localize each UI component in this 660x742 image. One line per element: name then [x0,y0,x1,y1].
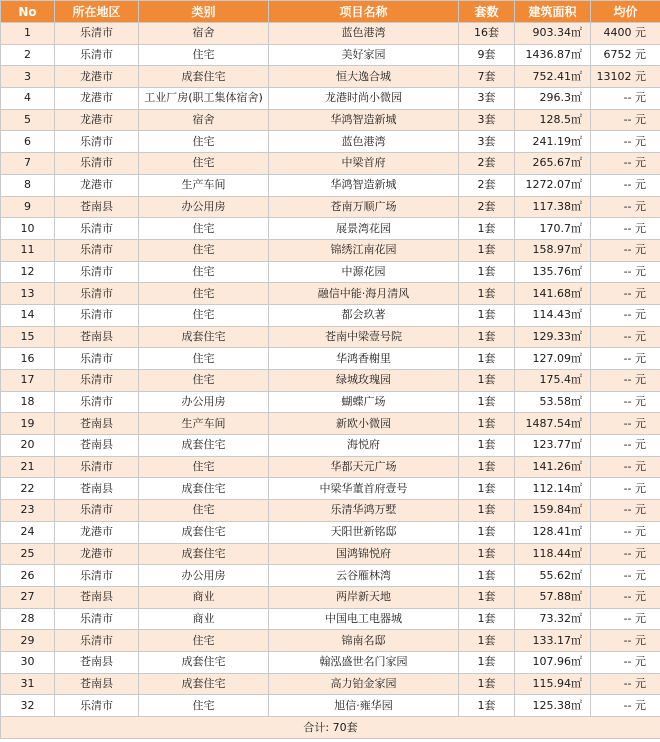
cell-project-name: 蓝色港湾 [269,131,459,153]
cell-units: 1套 [459,456,515,478]
cell-avg-price: 6752 元 [591,44,660,66]
cell-project-name: 苍南万顺广场 [269,196,459,218]
cell-avg-price: -- 元 [591,261,660,283]
cell-floor-area: 73.32㎡ [515,608,591,630]
cell-units: 1套 [459,370,515,392]
cell-project-name: 恒大逸合城 [269,66,459,88]
cell-category: 成套住宅 [139,651,269,673]
cell-category: 住宅 [139,630,269,652]
header-project-name: 项目名称 [269,1,459,23]
cell-units: 1套 [459,283,515,305]
cell-floor-area: 133.17㎡ [515,630,591,652]
cell-category: 宿舍 [139,109,269,131]
cell-floor-area: 57.88㎡ [515,586,591,608]
cell-avg-price: -- 元 [591,435,660,457]
cell-no: 27 [1,586,55,608]
cell-category: 住宅 [139,44,269,66]
cell-district: 乐清市 [55,23,139,45]
cell-project-name: 华都天元广场 [269,456,459,478]
cell-floor-area: 127.09㎡ [515,348,591,370]
cell-project-name: 绿城玫瑰园 [269,370,459,392]
cell-avg-price: -- 元 [591,543,660,565]
cell-floor-area: 158.97㎡ [515,239,591,261]
cell-units: 1套 [459,391,515,413]
cell-no: 3 [1,66,55,88]
cell-no: 7 [1,153,55,175]
cell-floor-area: 107.96㎡ [515,651,591,673]
cell-avg-price: -- 元 [591,326,660,348]
table-row [1,543,660,565]
table-row [1,413,660,435]
cell-no: 23 [1,500,55,522]
header-units: 套数 [459,1,515,23]
cell-category: 生产车间 [139,174,269,196]
cell-category: 成套住宅 [139,521,269,543]
cell-avg-price: -- 元 [591,413,660,435]
cell-district: 乐清市 [55,391,139,413]
cell-category: 成套住宅 [139,66,269,88]
cell-category: 住宅 [139,218,269,240]
cell-district: 龙港市 [55,521,139,543]
table-row [1,239,660,261]
table-row [1,391,660,413]
cell-floor-area: 55.62㎡ [515,565,591,587]
cell-floor-area: 117.38㎡ [515,196,591,218]
cell-units: 3套 [459,131,515,153]
cell-units: 1套 [459,261,515,283]
cell-project-name: 苍南中梁壹号院 [269,326,459,348]
cell-floor-area: 170.7㎡ [515,218,591,240]
cell-floor-area: 125.38㎡ [515,695,591,717]
cell-floor-area: 135.76㎡ [515,261,591,283]
cell-no: 32 [1,695,55,717]
cell-project-name: 美好家园 [269,44,459,66]
cell-category: 成套住宅 [139,326,269,348]
cell-no: 13 [1,283,55,305]
cell-no: 15 [1,326,55,348]
cell-district: 苍南县 [55,673,139,695]
table-footer-row [1,717,660,739]
table-row [1,348,660,370]
cell-project-name: 新欧小微园 [269,413,459,435]
table-header-row [1,1,660,23]
cell-avg-price: -- 元 [591,456,660,478]
cell-project-name: 国鸿锦悦府 [269,543,459,565]
cell-floor-area: 118.44㎡ [515,543,591,565]
cell-avg-price: -- 元 [591,348,660,370]
cell-project-name: 云谷雁林湾 [269,565,459,587]
cell-no: 8 [1,174,55,196]
total-units: 合计: 70套 [1,717,660,739]
cell-category: 住宅 [139,500,269,522]
cell-avg-price: -- 元 [591,478,660,500]
table-row [1,651,660,673]
table-row [1,218,660,240]
cell-district: 乐清市 [55,131,139,153]
cell-units: 1套 [459,630,515,652]
cell-category: 成套住宅 [139,673,269,695]
cell-category: 住宅 [139,283,269,305]
cell-avg-price: -- 元 [591,218,660,240]
cell-no: 1 [1,23,55,45]
cell-avg-price: -- 元 [591,651,660,673]
cell-avg-price: -- 元 [591,153,660,175]
cell-project-name: 龙港时尚小微园 [269,88,459,110]
table-row [1,153,660,175]
cell-project-name: 中梁首府 [269,153,459,175]
table-row [1,109,660,131]
cell-no: 24 [1,521,55,543]
cell-project-name: 融信中能·海月清风 [269,283,459,305]
cell-project-name: 华鸿香榭里 [269,348,459,370]
cell-project-name: 中源花园 [269,261,459,283]
cell-avg-price: -- 元 [591,521,660,543]
cell-floor-area: 128.41㎡ [515,521,591,543]
cell-units: 1套 [459,608,515,630]
cell-units: 3套 [459,109,515,131]
cell-no: 2 [1,44,55,66]
cell-units: 1套 [459,586,515,608]
cell-district: 乐清市 [55,283,139,305]
cell-category: 工业厂房(职工集体宿舍) [139,88,269,110]
cell-units: 2套 [459,196,515,218]
cell-no: 29 [1,630,55,652]
cell-district: 苍南县 [55,196,139,218]
cell-district: 苍南县 [55,413,139,435]
cell-floor-area: 1272.07㎡ [515,174,591,196]
cell-project-name: 华鸿智造新城 [269,109,459,131]
cell-district: 龙港市 [55,88,139,110]
cell-district: 龙港市 [55,543,139,565]
cell-avg-price: -- 元 [591,391,660,413]
cell-no: 18 [1,391,55,413]
cell-project-name: 旭信·雍华园 [269,695,459,717]
cell-units: 1套 [459,673,515,695]
cell-no: 14 [1,304,55,326]
cell-avg-price: -- 元 [591,565,660,587]
cell-district: 乐清市 [55,695,139,717]
cell-category: 办公用房 [139,565,269,587]
cell-category: 生产车间 [139,413,269,435]
table-row [1,630,660,652]
cell-avg-price: 13102 元 [591,66,660,88]
cell-units: 7套 [459,66,515,88]
cell-avg-price: -- 元 [591,109,660,131]
cell-avg-price: -- 元 [591,196,660,218]
table-body [1,23,660,717]
cell-category: 住宅 [139,370,269,392]
cell-project-name: 中梁华董首府壹号 [269,478,459,500]
cell-floor-area: 1487.54㎡ [515,413,591,435]
cell-avg-price: -- 元 [591,88,660,110]
cell-district: 乐清市 [55,261,139,283]
cell-project-name: 展景湾花园 [269,218,459,240]
cell-no: 20 [1,435,55,457]
cell-project-name: 中国电工电器城 [269,608,459,630]
cell-floor-area: 115.94㎡ [515,673,591,695]
cell-district: 乐清市 [55,370,139,392]
cell-no: 19 [1,413,55,435]
table-row [1,695,660,717]
cell-units: 3套 [459,88,515,110]
header-district: 所在地区 [55,1,139,23]
cell-floor-area: 112.14㎡ [515,478,591,500]
cell-category: 办公用房 [139,196,269,218]
table-row [1,66,660,88]
cell-no: 31 [1,673,55,695]
table-row [1,88,660,110]
cell-district: 苍南县 [55,651,139,673]
cell-units: 1套 [459,435,515,457]
cell-district: 乐清市 [55,630,139,652]
table-row [1,326,660,348]
cell-category: 住宅 [139,304,269,326]
cell-floor-area: 265.67㎡ [515,153,591,175]
cell-category: 成套住宅 [139,478,269,500]
table-row [1,586,660,608]
cell-no: 26 [1,565,55,587]
cell-avg-price: -- 元 [591,500,660,522]
table-row [1,174,660,196]
cell-district: 龙港市 [55,66,139,88]
cell-avg-price: -- 元 [591,695,660,717]
cell-category: 住宅 [139,456,269,478]
cell-avg-price: -- 元 [591,370,660,392]
cell-project-name: 都会玖著 [269,304,459,326]
cell-district: 苍南县 [55,586,139,608]
cell-category: 商业 [139,608,269,630]
cell-category: 成套住宅 [139,543,269,565]
cell-district: 乐清市 [55,218,139,240]
cell-units: 2套 [459,153,515,175]
cell-category: 住宅 [139,239,269,261]
cell-units: 1套 [459,565,515,587]
cell-district: 龙港市 [55,109,139,131]
cell-district: 乐清市 [55,304,139,326]
table-row [1,456,660,478]
cell-district: 乐清市 [55,348,139,370]
cell-units: 16套 [459,23,515,45]
cell-avg-price: -- 元 [591,283,660,305]
cell-units: 2套 [459,174,515,196]
cell-category: 办公用房 [139,391,269,413]
table-row [1,608,660,630]
cell-category: 宿舍 [139,23,269,45]
cell-project-name: 乐清华鸿万墅 [269,500,459,522]
cell-project-name: 海悦府 [269,435,459,457]
cell-floor-area: 159.84㎡ [515,500,591,522]
cell-no: 9 [1,196,55,218]
cell-project-name: 华鸿智造新城 [269,174,459,196]
cell-project-name: 高力铂金家园 [269,673,459,695]
cell-units: 1套 [459,521,515,543]
cell-district: 乐清市 [55,456,139,478]
table-row [1,304,660,326]
cell-project-name: 两岸新天地 [269,586,459,608]
cell-units: 9套 [459,44,515,66]
table-row [1,435,660,457]
cell-no: 11 [1,239,55,261]
cell-category: 商业 [139,586,269,608]
table-row [1,196,660,218]
cell-floor-area: 129.33㎡ [515,326,591,348]
cell-district: 苍南县 [55,326,139,348]
table-row [1,23,660,45]
header-avg-price: 均价 [591,1,660,23]
cell-units: 1套 [459,304,515,326]
cell-category: 住宅 [139,348,269,370]
cell-units: 1套 [459,326,515,348]
cell-floor-area: 141.68㎡ [515,283,591,305]
cell-category: 住宅 [139,153,269,175]
cell-no: 10 [1,218,55,240]
table-row [1,261,660,283]
cell-units: 1套 [459,348,515,370]
cell-avg-price: -- 元 [591,304,660,326]
cell-no: 4 [1,88,55,110]
header-floor-area: 建筑面积 [515,1,591,23]
cell-avg-price: -- 元 [591,239,660,261]
cell-avg-price: -- 元 [591,673,660,695]
cell-district: 乐清市 [55,565,139,587]
cell-no: 21 [1,456,55,478]
cell-project-name: 锦南名邸 [269,630,459,652]
cell-category: 成套住宅 [139,435,269,457]
cell-avg-price: -- 元 [591,174,660,196]
cell-floor-area: 175.4㎡ [515,370,591,392]
cell-project-name: 蓝色港湾 [269,23,459,45]
cell-no: 30 [1,651,55,673]
table-row [1,500,660,522]
table-row [1,44,660,66]
table-row [1,283,660,305]
cell-units: 1套 [459,218,515,240]
cell-no: 12 [1,261,55,283]
table-row [1,673,660,695]
cell-avg-price: -- 元 [591,608,660,630]
cell-floor-area: 141.26㎡ [515,456,591,478]
cell-avg-price: -- 元 [591,630,660,652]
cell-floor-area: 128.5㎡ [515,109,591,131]
cell-district: 乐清市 [55,44,139,66]
cell-floor-area: 123.77㎡ [515,435,591,457]
cell-units: 1套 [459,478,515,500]
cell-floor-area: 752.41㎡ [515,66,591,88]
table-row [1,131,660,153]
cell-category: 住宅 [139,695,269,717]
cell-floor-area: 296.3㎡ [515,88,591,110]
table-row [1,565,660,587]
cell-units: 1套 [459,413,515,435]
cell-no: 16 [1,348,55,370]
cell-avg-price: -- 元 [591,131,660,153]
cell-no: 25 [1,543,55,565]
cell-district: 龙港市 [55,174,139,196]
table-row [1,478,660,500]
cell-project-name: 蝴蝶广场 [269,391,459,413]
table-row [1,521,660,543]
header-no: No [1,1,55,23]
header-category: 类别 [139,1,269,23]
cell-project-name: 天阳世新铭邸 [269,521,459,543]
cell-no: 28 [1,608,55,630]
cell-project-name: 翰泓盛世名门家园 [269,651,459,673]
cell-category: 住宅 [139,131,269,153]
cell-no: 5 [1,109,55,131]
cell-project-name: 锦绣江南花园 [269,239,459,261]
cell-units: 1套 [459,239,515,261]
cell-floor-area: 241.19㎡ [515,131,591,153]
cell-units: 1套 [459,500,515,522]
cell-units: 1套 [459,651,515,673]
cell-no: 17 [1,370,55,392]
cell-district: 苍南县 [55,478,139,500]
cell-units: 1套 [459,695,515,717]
table-row [1,370,660,392]
cell-no: 22 [1,478,55,500]
cell-avg-price: -- 元 [591,586,660,608]
cell-no: 6 [1,131,55,153]
cell-district: 乐清市 [55,153,139,175]
cell-district: 苍南县 [55,435,139,457]
cell-units: 1套 [459,543,515,565]
cell-floor-area: 114.43㎡ [515,304,591,326]
cell-district: 乐清市 [55,500,139,522]
cell-district: 乐清市 [55,239,139,261]
cell-district: 乐清市 [55,608,139,630]
cell-category: 住宅 [139,261,269,283]
cell-floor-area: 53.58㎡ [515,391,591,413]
cell-floor-area: 903.34㎡ [515,23,591,45]
cell-floor-area: 1436.87㎡ [515,44,591,66]
cell-avg-price: 4400 元 [591,23,660,45]
